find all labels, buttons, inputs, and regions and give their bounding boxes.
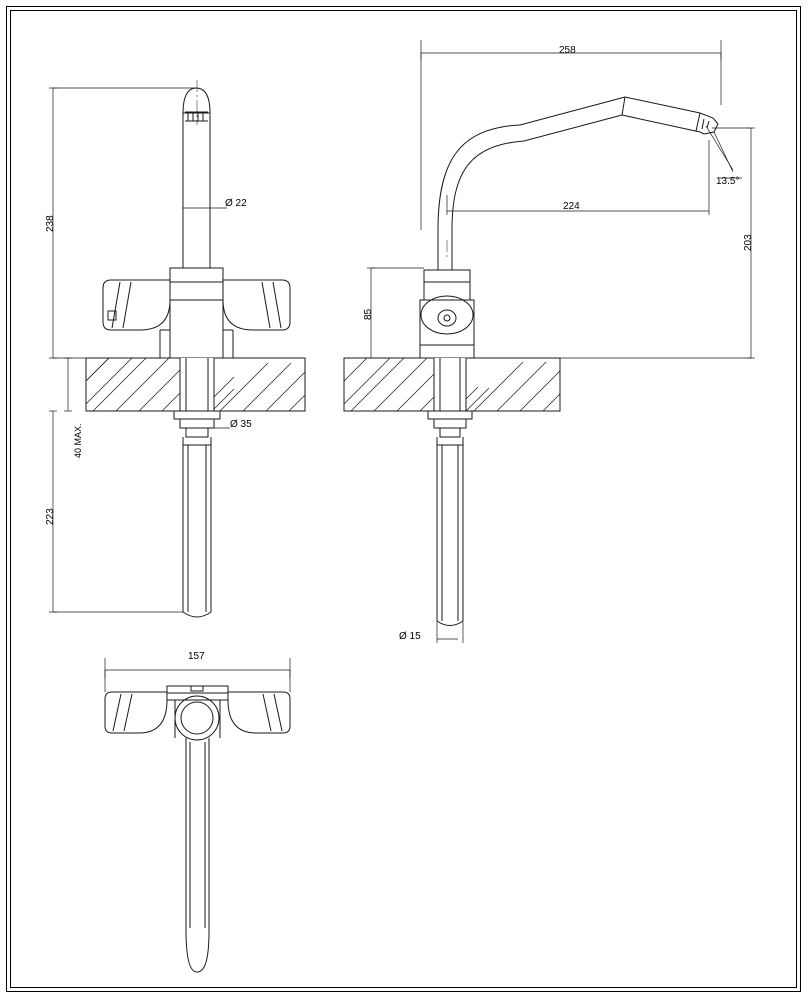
dim-front-height-total: 238 [45,215,56,232]
dim-side-tail-dia: Ø 15 [399,631,421,642]
dim-front-max-thickness: 40 MAX. [73,423,83,458]
top-view-geometry [105,686,290,972]
dim-side-reach-inner: 224 [563,201,580,212]
dim-side-outlet-angle: 13.5° [716,176,740,187]
dim-top-width: 157 [188,651,205,662]
side-view-dimensions [367,40,755,643]
side-view-geometry [344,97,718,626]
front-view-geometry [86,88,305,617]
front-view-dimensions [49,88,230,612]
dim-side-height-outlet: 203 [743,234,754,251]
dim-side-reach-total: 258 [559,45,576,56]
dim-front-spout-dia: Ø 22 [225,198,247,209]
top-view-dimensions [105,658,290,692]
dim-side-body-height: 85 [363,308,374,320]
dim-front-tail-dia: Ø 35 [230,419,252,430]
dim-front-below-deck: 223 [45,508,56,525]
